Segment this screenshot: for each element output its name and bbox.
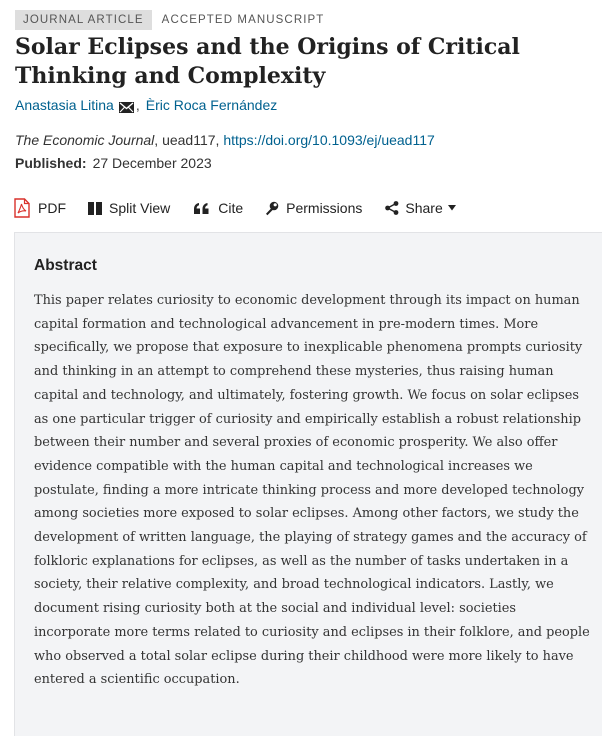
abstract-heading: Abstract xyxy=(34,257,97,274)
quote-icon xyxy=(194,203,209,214)
cite-label: Cite xyxy=(218,200,244,216)
share-icon xyxy=(385,201,399,215)
abstract-section xyxy=(14,232,602,736)
caret-down-icon xyxy=(448,205,456,211)
author-list xyxy=(15,97,277,113)
permissions-button[interactable] xyxy=(265,200,362,216)
published-label: Published: xyxy=(15,155,87,171)
split-view-label: Split View xyxy=(109,200,171,216)
published-line xyxy=(15,155,212,171)
published-date: 27 December 2023 xyxy=(92,155,212,171)
article-title: Solar Eclipses and the Origins of Critical Thinking and Complexity xyxy=(15,34,520,89)
article-tags xyxy=(15,10,324,30)
article-type-badge: JOURNAL ARTICLE xyxy=(15,10,152,30)
pdf-label: PDF xyxy=(38,200,66,216)
abstract-text: This paper relates curiosity to economic development through its impact on human capital formation and technological advancement in pre-modern times. More specifically, we propose that exposure to inexplicable phenomena prompts curiosity and thinking in an attempt to comprehend these mysteries, thus raising human capital and technology, and ultimately, fostering growth. We focus on solar eclipses as one particular trigger of curiosity and empirically establish a robust relationship between their number and several proxies of economic prosperity. We also offer evidence compatible with the human capital and technological increases we postulate, finding a more intricate thinking process and more developed technology among societies more exposed to solar eclipses. Among other factors, we study the development of written language, the playing of strategy games and the accuracy of folkloric explanations for eclipses, as well as the number of tasks undertaken in a society, their relative complexity, and broad technological indicators. Lastly, we document rising curiosity both at the social and individual level: societies incorporate more terms related to curiosity and eclipses in their folklore, and people who observed a total solar eclipse during their childhood were more likely to have entered a scientific occupation. xyxy=(34,293,590,688)
author-link-2[interactable]: Èric Roca Fernández xyxy=(145,97,278,113)
permissions-label: Permissions xyxy=(286,200,363,216)
envelope-icon[interactable] xyxy=(119,100,134,111)
author-link-1[interactable]: Anastasia Litina xyxy=(15,97,114,113)
author-separator: , xyxy=(135,97,140,113)
citation-line xyxy=(15,132,435,148)
article-id: , uead117, xyxy=(154,132,224,148)
journal-name: The Economic Journal xyxy=(15,132,155,148)
doi-link[interactable]: https://doi.org/10.1093/ej/uead117 xyxy=(223,132,435,148)
manuscript-status-label: ACCEPTED MANUSCRIPT xyxy=(161,14,325,26)
cite-button[interactable] xyxy=(194,200,243,216)
share-button[interactable] xyxy=(385,200,455,216)
article-toolbar xyxy=(14,197,456,219)
split-view-button[interactable] xyxy=(88,200,170,216)
pdf-icon xyxy=(14,198,30,218)
split-view-icon xyxy=(88,202,102,215)
share-label: Share xyxy=(405,200,443,216)
wrench-icon xyxy=(265,201,279,216)
pdf-button[interactable] xyxy=(14,198,66,218)
